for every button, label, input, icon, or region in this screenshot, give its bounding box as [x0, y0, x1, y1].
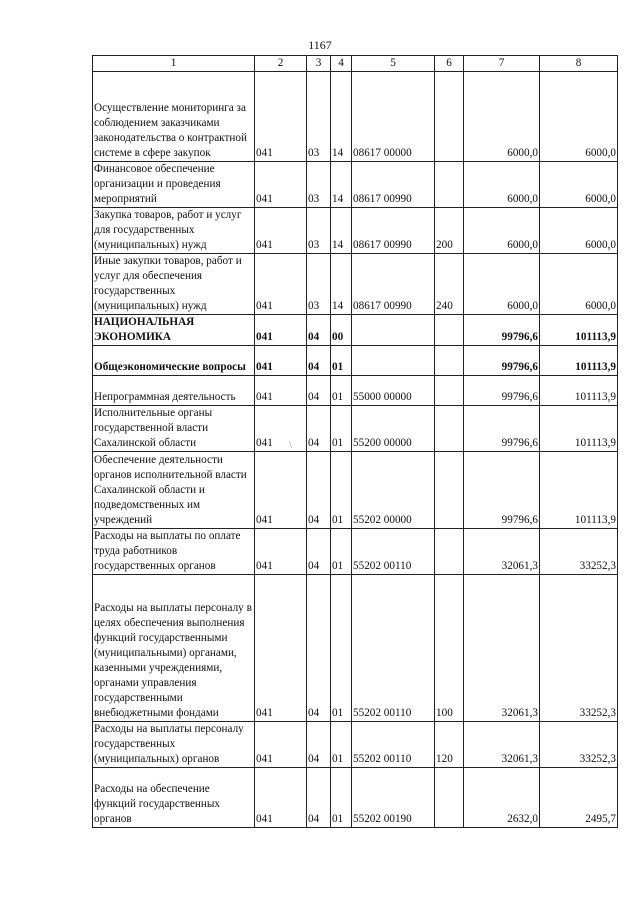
expense-type-cell — [435, 346, 464, 376]
ved-code-cell: 041 — [255, 315, 307, 346]
row-name-cell: Расходы на обеспечение функций государственных органов — [93, 768, 255, 828]
table-row — [93, 254, 618, 315]
header-cell: 4 — [331, 56, 352, 72]
expense-type-cell — [435, 529, 464, 575]
year1-amount-cell: 6000,0 — [464, 208, 540, 254]
header-cell: 5 — [352, 56, 435, 72]
year2-amount-cell: 6000,0 — [540, 254, 618, 315]
section-cell: 04 — [307, 575, 331, 722]
year2-amount-cell: 2495,7 — [540, 768, 618, 828]
table-row — [93, 575, 618, 722]
scan-mark: \ — [289, 440, 292, 451]
year1-amount-cell: 6000,0 — [464, 72, 540, 162]
table-row — [93, 315, 618, 346]
row-name-cell: Исполнительные органы государственной власти Сахалинской области — [93, 406, 255, 452]
section-cell: 03 — [307, 208, 331, 254]
expense-type-cell — [435, 72, 464, 162]
target-article-cell: 08617 00990 — [352, 162, 435, 208]
year1-amount-cell: 6000,0 — [464, 254, 540, 315]
subsection-cell: 01 — [331, 452, 352, 529]
target-article-cell: 55000 00000 — [352, 376, 435, 406]
subsection-cell: 01 — [331, 722, 352, 768]
target-article-cell: 55202 00110 — [352, 529, 435, 575]
header-cell: 7 — [464, 56, 540, 72]
header-cell: 6 — [435, 56, 464, 72]
target-article-cell: 08617 00000 — [352, 72, 435, 162]
header-cell: 3 — [307, 56, 331, 72]
table-row — [93, 208, 618, 254]
row-name-cell: Расходы на выплаты персоналу государственных (муниципальных) органов — [93, 722, 255, 768]
header-cell: 1 — [93, 56, 255, 72]
year1-amount-cell: 99796,6 — [464, 346, 540, 376]
expense-type-cell — [435, 768, 464, 828]
table-row — [93, 768, 618, 828]
target-article-cell — [352, 346, 435, 376]
expense-type-cell — [435, 315, 464, 346]
ved-code-cell: 041 — [255, 162, 307, 208]
section-cell: 04 — [307, 315, 331, 346]
expense-type-cell: 200 — [435, 208, 464, 254]
year2-amount-cell: 6000,0 — [540, 162, 618, 208]
table-row — [93, 376, 618, 406]
target-article-cell: 08617 00990 — [352, 208, 435, 254]
subsection-cell: 14 — [331, 208, 352, 254]
table-row — [93, 162, 618, 208]
header-cell: 2 — [255, 56, 307, 72]
year1-amount-cell: 32061,3 — [464, 722, 540, 768]
section-cell: 03 — [307, 162, 331, 208]
year2-amount-cell: 33252,3 — [540, 529, 618, 575]
expense-type-cell: 100 — [435, 575, 464, 722]
table-row — [93, 452, 618, 529]
row-name-cell: Непрограммная деятельность — [93, 376, 255, 406]
header-cell: 8 — [540, 56, 618, 72]
year2-amount-cell: 6000,0 — [540, 72, 618, 162]
target-article-cell: 55202 00110 — [352, 722, 435, 768]
target-article-cell: 08617 00990 — [352, 254, 435, 315]
row-name-cell: НАЦИОНАЛЬНАЯ ЭКОНОМИКА — [93, 315, 255, 346]
year1-amount-cell: 6000,0 — [464, 162, 540, 208]
ved-code-cell: 041 — [255, 529, 307, 575]
target-article-cell — [352, 315, 435, 346]
row-name-cell: Закупка товаров, работ и услуг для государственных (муниципальных) нужд — [93, 208, 255, 254]
ved-code-cell: 041 — [255, 254, 307, 315]
section-cell: 04 — [307, 722, 331, 768]
table-row — [93, 722, 618, 768]
year1-amount-cell: 32061,3 — [464, 575, 540, 722]
year2-amount-cell: 101113,9 — [540, 376, 618, 406]
section-cell: 04 — [307, 346, 331, 376]
year1-amount-cell: 99796,6 — [464, 406, 540, 452]
ved-code-cell: 041 — [255, 406, 307, 452]
year1-amount-cell: 99796,6 — [464, 452, 540, 529]
subsection-cell: 01 — [331, 575, 352, 722]
target-article-cell: 55200 00000 — [352, 406, 435, 452]
row-name-cell: Иные закупки товаров, работ и услуг для обеспечения государственных (муниципальных) нужд — [93, 254, 255, 315]
row-name-cell: Финансовое обеспечение организации и проведения мероприятий — [93, 162, 255, 208]
year1-amount-cell: 99796,6 — [464, 315, 540, 346]
subsection-cell: 01 — [331, 406, 352, 452]
ved-code-cell: 041 — [255, 376, 307, 406]
section-cell: 04 — [307, 452, 331, 529]
budget-table — [92, 55, 618, 828]
section-cell: 04 — [307, 529, 331, 575]
ved-code-cell: 041 — [255, 768, 307, 828]
target-article-cell: 55202 00110 — [352, 575, 435, 722]
expense-type-cell — [435, 376, 464, 406]
header-row — [93, 56, 618, 72]
section-cell: 04 — [307, 406, 331, 452]
year1-amount-cell: 2632,0 — [464, 768, 540, 828]
year2-amount-cell: 101113,9 — [540, 452, 618, 529]
table-row — [93, 346, 618, 376]
expense-type-cell — [435, 406, 464, 452]
ved-code-cell: 041 — [255, 208, 307, 254]
year1-amount-cell: 99796,6 — [464, 376, 540, 406]
page-number: 1167 — [308, 38, 332, 52]
section-cell: 03 — [307, 254, 331, 315]
table-body — [93, 72, 618, 828]
subsection-cell: 01 — [331, 529, 352, 575]
expense-type-cell: 120 — [435, 722, 464, 768]
year2-amount-cell: 101113,9 — [540, 346, 618, 376]
subsection-cell: 00 — [331, 315, 352, 346]
ved-code-cell: 041 — [255, 346, 307, 376]
table-row — [93, 529, 618, 575]
target-article-cell: 55202 00000 — [352, 452, 435, 529]
subsection-cell: 01 — [331, 346, 352, 376]
row-name-cell: Расходы на выплаты по оплате труда работников государственных органов — [93, 529, 255, 575]
row-name-cell: Обеспечение деятельности органов исполнительной власти Сахалинской области и подведомственных им учреждений — [93, 452, 255, 529]
expense-type-cell: 240 — [435, 254, 464, 315]
section-cell: 03 — [307, 72, 331, 162]
year2-amount-cell: 33252,3 — [540, 575, 618, 722]
expense-type-cell — [435, 452, 464, 529]
subsection-cell: 14 — [331, 72, 352, 162]
ved-code-cell: 041 — [255, 452, 307, 529]
row-name-cell: Осуществление мониторинга за соблюдением заказчиками законодательства о контрактной системе в сфере закупок — [93, 72, 255, 162]
ved-code-cell: 041 — [255, 72, 307, 162]
table-row — [93, 406, 618, 452]
year2-amount-cell: 6000,0 — [540, 208, 618, 254]
section-cell: 04 — [307, 768, 331, 828]
row-name-cell: Расходы на выплаты персоналу в целях обеспечения выполнения функций государственными (муниципальными) органами, казенными учреждениями, органами управления государственными внебюджетными фондами — [93, 575, 255, 722]
ved-code-cell: 041 — [255, 722, 307, 768]
row-name-cell: Общеэкономические вопросы — [93, 346, 255, 376]
year2-amount-cell: 33252,3 — [540, 722, 618, 768]
subsection-cell: 14 — [331, 254, 352, 315]
section-cell: 04 — [307, 376, 331, 406]
subsection-cell: 01 — [331, 768, 352, 828]
ved-code-cell: 041 — [255, 575, 307, 722]
table-row — [93, 72, 618, 162]
target-article-cell: 55202 00190 — [352, 768, 435, 828]
subsection-cell: 01 — [331, 376, 352, 406]
subsection-cell: 14 — [331, 162, 352, 208]
year1-amount-cell: 32061,3 — [464, 529, 540, 575]
year2-amount-cell: 101113,9 — [540, 315, 618, 346]
expense-type-cell — [435, 162, 464, 208]
year2-amount-cell: 101113,9 — [540, 406, 618, 452]
